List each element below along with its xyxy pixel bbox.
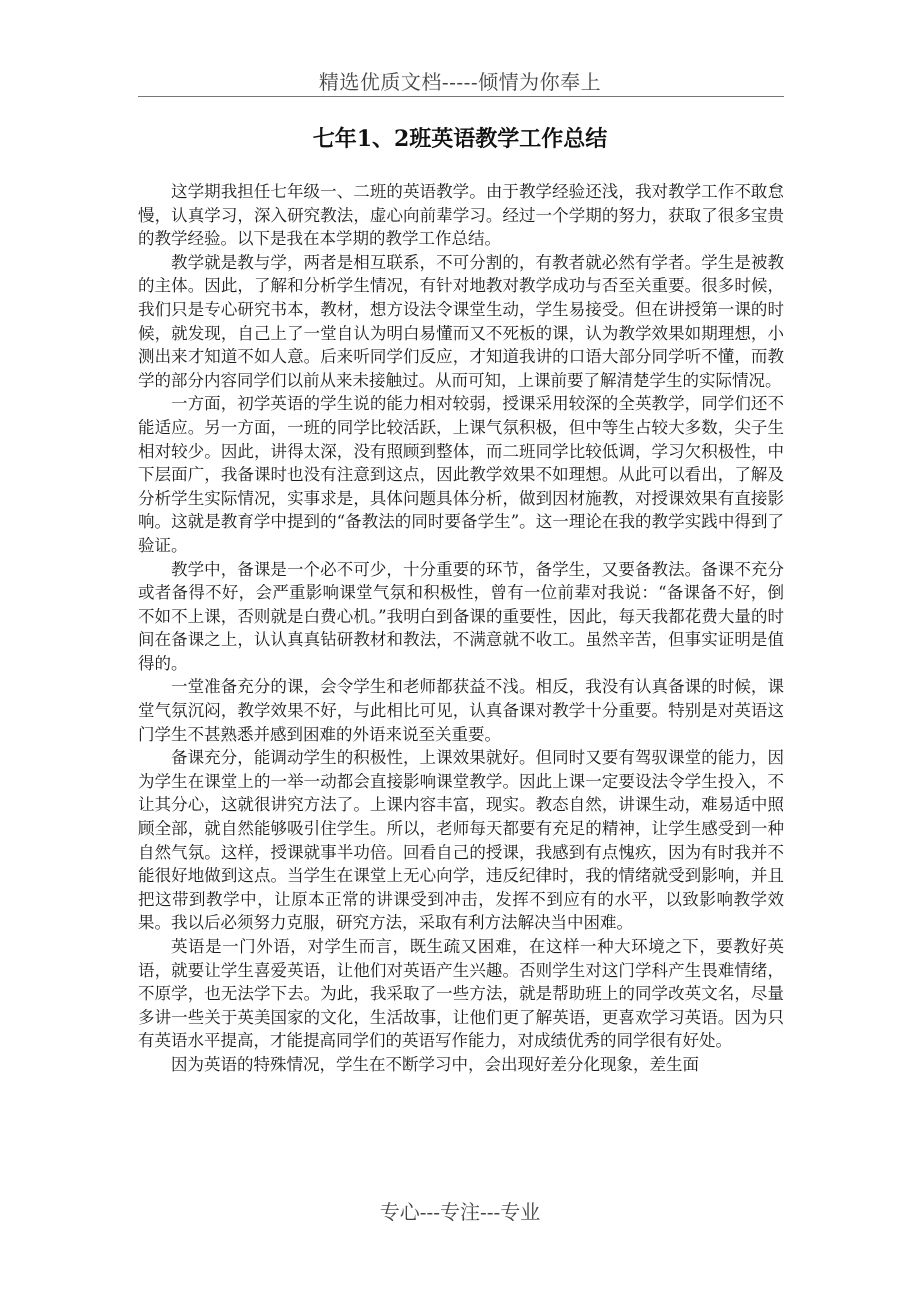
paragraph: 因为英语的特殊情况，学生在不断学习中，会出现好差分化现象，差生面	[171, 1054, 699, 1074]
paragraph: 教学就是教与学，两者是相互联系，不可分割的，有教者就必然有学者。学生是被教的主体。因此，了解和分析学生情况，有针对地教对教学成功与否至关重要。很多时候，我们只是专心研究书本，教材，想方设法令课堂生动，学生易接受。但在讲授第一课的时候，就发现，自己上了一堂自认为明白易懂而又不死板的课，认为教学效果如期理想，小测出来才知道不如人意。后来听同学们反应，才知道我讲的口语大部分同学听不懂，而教学的部分内容同学们以前从来未接触过。从而可知，上课前要了解清楚学生的实际情况。	[138, 252, 784, 390]
paragraph: 一方面，初学英语的学生说的能力相对较弱，授课采用较深的全英教学，同学们还不能适应。另一方面，一班的同学比较活跃，上课气氛积极，但中等生占较大多数，尖子生相对较少。因此，讲得太深，没有照顾到整体，而二班同学比较低调，学习欠积极性，中下层面广，我备课时也没有注意到这点，因此教学效果不如理想。从此可以看出，了解及分析学生实际情况，实事求是，具体问题具体分析，做到因材施教，对授课效果有直接影响。这就是教育学中提到的“备教法的同时要备学生”。这一理论在我的教学实践中得到了验证。	[138, 394, 784, 555]
paragraph: 教学中，备课是一个必不可少，十分重要的环节，备学生，又要备教法。备课不充分或者备得不好，会严重影响课堂气氛和积极性，曾有一位前辈对我说：“备课备不好，倒不如不上课，否则就是白费心机。”我明白到备课的重要性，因此，每天我都花费大量的时间在备课之上，认认真真钻研教材和教法，不满意就不收工。虽然辛苦，但事实证明是值得的。	[138, 559, 784, 673]
paragraph: 英语是一门外语，对学生而言，既生疏又困难，在这样一种大环境之下，要教好英语，就要让学生喜爱英语，让他们对英语产生兴趣。否则学生对这门学科产生畏难情绪，不原学，也无法学下去。为此，我采取了一些方法，就是帮助班上的同学改英文名，尽量多讲一些关于英美国家的文化，生活故事，让他们更了解英语，更喜欢学习英语。因为只有英语水平提高，才能提高同学们的英语写作能力，对成绩优秀的同学很有好处。	[138, 937, 784, 1051]
document-body	[138, 180, 784, 1077]
paragraph: 备课充分，能调动学生的积极性，上课效果就好。但同时又要有驾驭课堂的能力，因为学生在课堂上的一举一动都会直接影响课堂教学。因此上课一定要设法令学生投入，不让其分心，这就很讲究方法了。上课内容丰富，现实。教态自然，讲课生动，难易适中照顾全部，就自然能够吸引住学生。所以，老师每天都要有充足的精神，让学生感受到一种自然气氛。这样，授课就事半功倍。回看自己的授课，我感到有点愧疚，因为有时我并不能很好地做到这点。当学生在课堂上无心向学，违反纪律时，我的情绪就受到影响，并且把这带到教学中，让原本正常的讲课受到冲击，发挥不到应有的水平，以致影响教学效果。我以后必须努力克服，研究方法，采取有利方法解决当中困难。	[138, 748, 784, 933]
page-footer: 专心---专注---专业	[379, 1200, 541, 1224]
header-divider	[138, 96, 784, 97]
document-title: 七年1、2班英语教学工作总结	[312, 126, 608, 152]
page-header: 精选优质文档-----倾情为你奉上	[318, 70, 602, 94]
paragraph: 这学期我担任七年级一、二班的英语教学。由于教学经验还浅，我对教学工作不敢怠慢，认真学习，深入研究教法，虚心向前辈学习。经过一个学期的努力，获取了很多宝贵的教学经验。以下是我在本学期的教学工作总结。	[138, 182, 784, 249]
paragraph: 一堂准备充分的课，会令学生和老师都获益不浅。相反，我没有认真备课的时候，课堂气氛沉闷，教学效果不好，与此相比可见，认真备课对教学十分重要。特别是对英语这门学生不甚熟悉并感到困难的外语来说至关重要。	[138, 677, 784, 744]
